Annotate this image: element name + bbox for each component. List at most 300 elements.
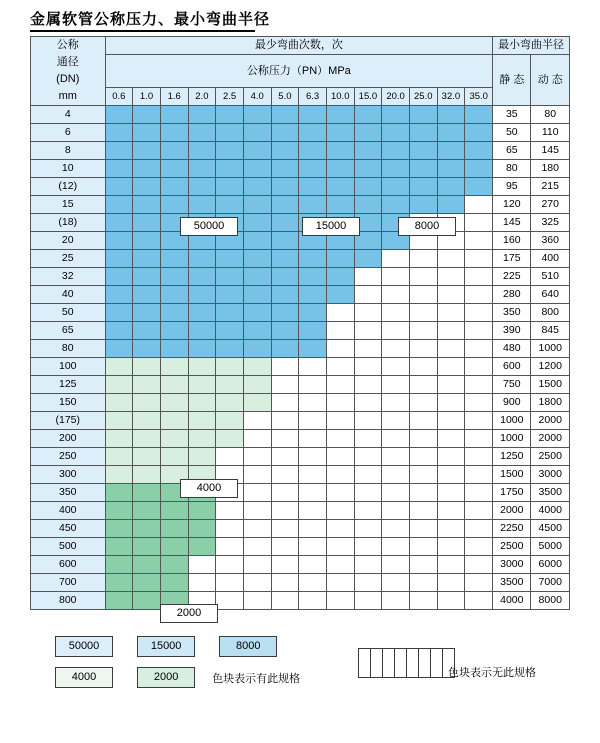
grid-cell: [326, 430, 354, 448]
radius-static-value: 1250: [493, 448, 531, 466]
table-row: [31, 124, 570, 142]
table-row: [31, 394, 570, 412]
grid-cell: [409, 142, 437, 160]
table-row: [31, 376, 570, 394]
grid-cell: [299, 448, 327, 466]
legend-swatch-8000: 8000: [219, 636, 277, 657]
grid-cell: [133, 304, 161, 322]
grid-cell: [354, 412, 382, 430]
dn-value: 150: [31, 394, 106, 412]
radius-static-value: 2250: [493, 520, 531, 538]
grid-cell: [133, 538, 161, 556]
table-row: [31, 286, 570, 304]
grid-cell: [188, 124, 216, 142]
grid-cell: [105, 466, 133, 484]
grid-cell: [465, 574, 493, 592]
grid-cell: [465, 394, 493, 412]
grid-cell: [243, 430, 271, 448]
grid-cell: [382, 160, 410, 178]
grid-cell: [105, 520, 133, 538]
grid-cell: [326, 286, 354, 304]
grid-cell: [188, 196, 216, 214]
grid-cell: [133, 196, 161, 214]
grid-cell: [216, 124, 244, 142]
dn-value: 200: [31, 430, 106, 448]
grid-cell: [382, 592, 410, 610]
grid-cell: [409, 376, 437, 394]
grid-cell: [271, 304, 299, 322]
radius-static-value: 4000: [493, 592, 531, 610]
grid-cell: [299, 574, 327, 592]
grid-cell: [437, 412, 465, 430]
grid-cell: [160, 322, 188, 340]
radius-dynamic-value: 1500: [531, 376, 570, 394]
grid-cell: [326, 448, 354, 466]
grid-cell: [354, 358, 382, 376]
grid-cell: [326, 574, 354, 592]
grid-cell: [326, 124, 354, 142]
grid-cell: [216, 556, 244, 574]
dn-value: 50: [31, 304, 106, 322]
grid-cell: [299, 268, 327, 286]
grid-cell: [216, 250, 244, 268]
grid-cell: [409, 520, 437, 538]
grid-cell: [271, 430, 299, 448]
grid-cell: [465, 448, 493, 466]
grid-cell: [105, 304, 133, 322]
grid-cell: [326, 556, 354, 574]
grid-cell: [133, 340, 161, 358]
table-row: [31, 196, 570, 214]
grid-cell: [326, 592, 354, 610]
table-row: [31, 358, 570, 376]
pressure-col-header: 25.0: [409, 88, 437, 106]
grid-cell: [271, 322, 299, 340]
dn-value: 25: [31, 250, 106, 268]
grid-cell: [105, 178, 133, 196]
grid-cell: [382, 178, 410, 196]
grid-cell: [465, 286, 493, 304]
pressure-col-header: 6.3: [299, 88, 327, 106]
dn-value: (175): [31, 412, 106, 430]
grid-cell: [243, 358, 271, 376]
grid-cell: [326, 268, 354, 286]
grid-cell: [299, 466, 327, 484]
grid-cell: [105, 322, 133, 340]
grid-cell: [437, 142, 465, 160]
grid-cell: [354, 502, 382, 520]
radius-dynamic-value: 7000: [531, 574, 570, 592]
pressure-col-header: 2.0: [188, 88, 216, 106]
grid-cell: [382, 340, 410, 358]
radius-static-value: 600: [493, 358, 531, 376]
grid-cell: [382, 286, 410, 304]
grid-cell: [133, 430, 161, 448]
grid-cell: [409, 502, 437, 520]
grid-cell: [354, 304, 382, 322]
grid-cell: [299, 484, 327, 502]
radius-dynamic-value: 325: [531, 214, 570, 232]
grid-cell: [409, 250, 437, 268]
grid-cell: [216, 196, 244, 214]
table-row: [31, 232, 570, 250]
grid-cell: [243, 304, 271, 322]
grid-cell: [437, 358, 465, 376]
grid-cell: [326, 376, 354, 394]
grid-cell: [160, 340, 188, 358]
grid-cell: [299, 520, 327, 538]
grid-cell: [188, 322, 216, 340]
grid-cell: [409, 430, 437, 448]
grid-cell: [382, 466, 410, 484]
legend-note-right: 色块表示无此规格: [448, 667, 536, 679]
grid-cell: [160, 574, 188, 592]
grid-cell: [382, 484, 410, 502]
grid-cell: [299, 178, 327, 196]
grid-cell: [409, 340, 437, 358]
grid-cell: [105, 538, 133, 556]
spec-table: [30, 36, 570, 610]
grid-cell: [354, 286, 382, 304]
grid-cell: [382, 502, 410, 520]
grid-cell: [382, 268, 410, 286]
radius-static-value: 1750: [493, 484, 531, 502]
grid-cell: [271, 574, 299, 592]
grid-cell: [105, 214, 133, 232]
grid-cell: [465, 376, 493, 394]
table-row: [31, 484, 570, 502]
grid-cell: [382, 574, 410, 592]
pressure-col-header: 32.0: [437, 88, 465, 106]
grid-cell: [437, 502, 465, 520]
grid-cell: [382, 124, 410, 142]
grid-cell: [216, 502, 244, 520]
grid-cell: [326, 322, 354, 340]
grid-cell: [382, 376, 410, 394]
grid-cell: [105, 124, 133, 142]
grid-cell: [133, 502, 161, 520]
grid-cell: [382, 538, 410, 556]
grid-cell: [382, 412, 410, 430]
dn-value: 20: [31, 232, 106, 250]
grid-cell: [465, 412, 493, 430]
grid-cell: [271, 466, 299, 484]
grid-cell: [160, 430, 188, 448]
radius-dynamic-value: 270: [531, 196, 570, 214]
radius-static-value: 1000: [493, 430, 531, 448]
grid-cell: [133, 268, 161, 286]
grid-cell: [326, 340, 354, 358]
dn-value: 500: [31, 538, 106, 556]
grid-cell: [133, 448, 161, 466]
pressure-col-header: 20.0: [382, 88, 410, 106]
pressure-col-header: 35.0: [465, 88, 493, 106]
grid-cell: [243, 160, 271, 178]
grid-cell: [299, 376, 327, 394]
grid-cell: [160, 448, 188, 466]
radius-dynamic-value: 800: [531, 304, 570, 322]
grid-cell: [465, 160, 493, 178]
grid-cell: [409, 592, 437, 610]
grid-cell: [326, 178, 354, 196]
table-row: [31, 214, 570, 232]
grid-cell: [105, 448, 133, 466]
grid-cell: [243, 592, 271, 610]
dn-value: 8: [31, 142, 106, 160]
grid-cell: [160, 502, 188, 520]
dn-value: 700: [31, 574, 106, 592]
grid-cell: [382, 556, 410, 574]
grid-cell: [216, 340, 244, 358]
grid-cell: [271, 214, 299, 232]
grid-cell: [216, 412, 244, 430]
grid-cell: [160, 196, 188, 214]
grid-cell: [271, 340, 299, 358]
grid-cell: [105, 358, 133, 376]
grid-cell: [160, 106, 188, 124]
radius-dynamic-value: 1000: [531, 340, 570, 358]
grid-cell: [409, 178, 437, 196]
grid-cell: [409, 196, 437, 214]
radius-static-value: 480: [493, 340, 531, 358]
table-row: [31, 142, 570, 160]
grid-cell: [299, 160, 327, 178]
grid-cell: [299, 358, 327, 376]
title-underline: [30, 30, 255, 32]
grid-cell: [105, 376, 133, 394]
grid-cell: [216, 520, 244, 538]
grid-cell: [382, 196, 410, 214]
legend-empty-cell: [371, 649, 383, 678]
grid-cell: [188, 394, 216, 412]
grid-cell: [105, 286, 133, 304]
grid-cell: [382, 520, 410, 538]
grid-cell: [465, 592, 493, 610]
legend-empty-grid: [358, 648, 455, 678]
grid-cell: [271, 196, 299, 214]
value-label: 2000: [160, 604, 218, 623]
grid-cell: [271, 484, 299, 502]
grid-cell: [299, 394, 327, 412]
dn-value: 350: [31, 484, 106, 502]
grid-cell: [354, 538, 382, 556]
grid-cell: [299, 556, 327, 574]
grid-cell: [271, 250, 299, 268]
grid-cell: [160, 286, 188, 304]
grid-cell: [105, 232, 133, 250]
grid-cell: [299, 250, 327, 268]
grid-cell: [160, 394, 188, 412]
grid-cell: [465, 340, 493, 358]
grid-cell: [409, 394, 437, 412]
grid-cell: [160, 304, 188, 322]
bend-radius-header: 最小弯曲半径: [493, 37, 570, 55]
dn-value: (18): [31, 214, 106, 232]
grid-cell: [409, 538, 437, 556]
grid-cell: [216, 592, 244, 610]
grid-cell: [243, 448, 271, 466]
grid-cell: [216, 178, 244, 196]
grid-cell: [188, 430, 216, 448]
grid-cell: [326, 142, 354, 160]
pressure-col-header: 1.6: [160, 88, 188, 106]
radius-static-value: 280: [493, 286, 531, 304]
grid-cell: [105, 340, 133, 358]
grid-cell: [271, 394, 299, 412]
grid-cell: [105, 430, 133, 448]
grid-cell: [382, 250, 410, 268]
radius-dynamic-value: 400: [531, 250, 570, 268]
grid-cell: [133, 394, 161, 412]
table-row: [31, 304, 570, 322]
grid-cell: [382, 358, 410, 376]
grid-cell: [326, 538, 354, 556]
radius-static-value: 35: [493, 106, 531, 124]
table-row: [31, 178, 570, 196]
grid-cell: [437, 160, 465, 178]
grid-cell: [243, 520, 271, 538]
grid-cell: [437, 124, 465, 142]
grid-cell: [354, 556, 382, 574]
grid-cell: [354, 394, 382, 412]
grid-cell: [133, 520, 161, 538]
grid-cell: [354, 250, 382, 268]
grid-cell: [188, 520, 216, 538]
grid-cell: [105, 556, 133, 574]
dn-value: 800: [31, 592, 106, 610]
grid-cell: [299, 340, 327, 358]
grid-cell: [382, 142, 410, 160]
legend-empty-cell: [419, 649, 431, 678]
dn-value: 300: [31, 466, 106, 484]
grid-cell: [437, 430, 465, 448]
grid-cell: [133, 358, 161, 376]
grid-cell: [465, 502, 493, 520]
grid-cell: [188, 556, 216, 574]
radius-static-value: 160: [493, 232, 531, 250]
grid-cell: [326, 304, 354, 322]
legend-empty-cell: [359, 649, 371, 678]
grid-cell: [354, 592, 382, 610]
grid-cell: [105, 412, 133, 430]
grid-cell: [409, 268, 437, 286]
legend-empty-swatch: [358, 648, 455, 678]
grid-cell: [354, 340, 382, 358]
grid-cell: [188, 376, 216, 394]
grid-cell: [437, 556, 465, 574]
grid-cell: [160, 178, 188, 196]
grid-cell: [409, 556, 437, 574]
grid-cell: [105, 484, 133, 502]
value-label: 8000: [398, 217, 456, 236]
dn-value: (12): [31, 178, 106, 196]
spec-table-body: [31, 106, 570, 610]
grid-cell: [299, 142, 327, 160]
grid-cell: [188, 412, 216, 430]
grid-cell: [465, 142, 493, 160]
grid-cell: [437, 592, 465, 610]
radius-static-value: 2500: [493, 538, 531, 556]
dn-value: 65: [31, 322, 106, 340]
table-row: [31, 592, 570, 610]
grid-cell: [188, 340, 216, 358]
grid-cell: [133, 484, 161, 502]
grid-cell: [354, 142, 382, 160]
grid-cell: [409, 322, 437, 340]
grid-cell: [354, 322, 382, 340]
table-row: [31, 448, 570, 466]
grid-cell: [354, 178, 382, 196]
grid-cell: [271, 232, 299, 250]
grid-cell: [243, 376, 271, 394]
grid-cell: [299, 538, 327, 556]
grid-cell: [216, 394, 244, 412]
pressure-col-header: 2.5: [216, 88, 244, 106]
legend-row-1: [55, 636, 575, 657]
grid-cell: [216, 574, 244, 592]
grid-cell: [105, 592, 133, 610]
grid-cell: [326, 520, 354, 538]
grid-cell: [409, 304, 437, 322]
grid-cell: [299, 286, 327, 304]
grid-cell: [382, 304, 410, 322]
grid-cell: [437, 196, 465, 214]
grid-cell: [243, 556, 271, 574]
grid-cell: [271, 358, 299, 376]
legend-empty-cell: [383, 649, 395, 678]
grid-cell: [437, 394, 465, 412]
grid-cell: [299, 304, 327, 322]
grid-cell: [216, 322, 244, 340]
value-label: 50000: [180, 217, 238, 236]
value-label: 15000: [302, 217, 360, 236]
grid-cell: [271, 502, 299, 520]
radius-static-value: 900: [493, 394, 531, 412]
grid-cell: [243, 538, 271, 556]
table-header-row-1: [31, 37, 570, 55]
grid-cell: [133, 322, 161, 340]
grid-cell: [188, 268, 216, 286]
table-row: [31, 538, 570, 556]
radius-dynamic-value: 180: [531, 160, 570, 178]
grid-cell: [188, 502, 216, 520]
grid-cell: [105, 196, 133, 214]
dn-header-line-1: 公称: [56, 39, 79, 51]
grid-cell: [354, 376, 382, 394]
grid-cell: [188, 358, 216, 376]
grid-cell: [160, 412, 188, 430]
table-row: [31, 340, 570, 358]
table-header-row-3: [31, 88, 570, 106]
radius-static-value: 95: [493, 178, 531, 196]
grid-cell: [243, 502, 271, 520]
radius-dynamic-value: 1800: [531, 394, 570, 412]
radius-dynamic-value: 360: [531, 232, 570, 250]
grid-cell: [326, 358, 354, 376]
dn-value: 125: [31, 376, 106, 394]
grid-cell: [354, 160, 382, 178]
table-row: [31, 574, 570, 592]
grid-cell: [354, 520, 382, 538]
grid-cell: [409, 574, 437, 592]
grid-cell: [188, 160, 216, 178]
radius-static-value: 225: [493, 268, 531, 286]
grid-cell: [160, 250, 188, 268]
radius-static-value: 175: [493, 250, 531, 268]
grid-cell: [326, 160, 354, 178]
grid-cell: [382, 394, 410, 412]
grid-cell: [216, 376, 244, 394]
